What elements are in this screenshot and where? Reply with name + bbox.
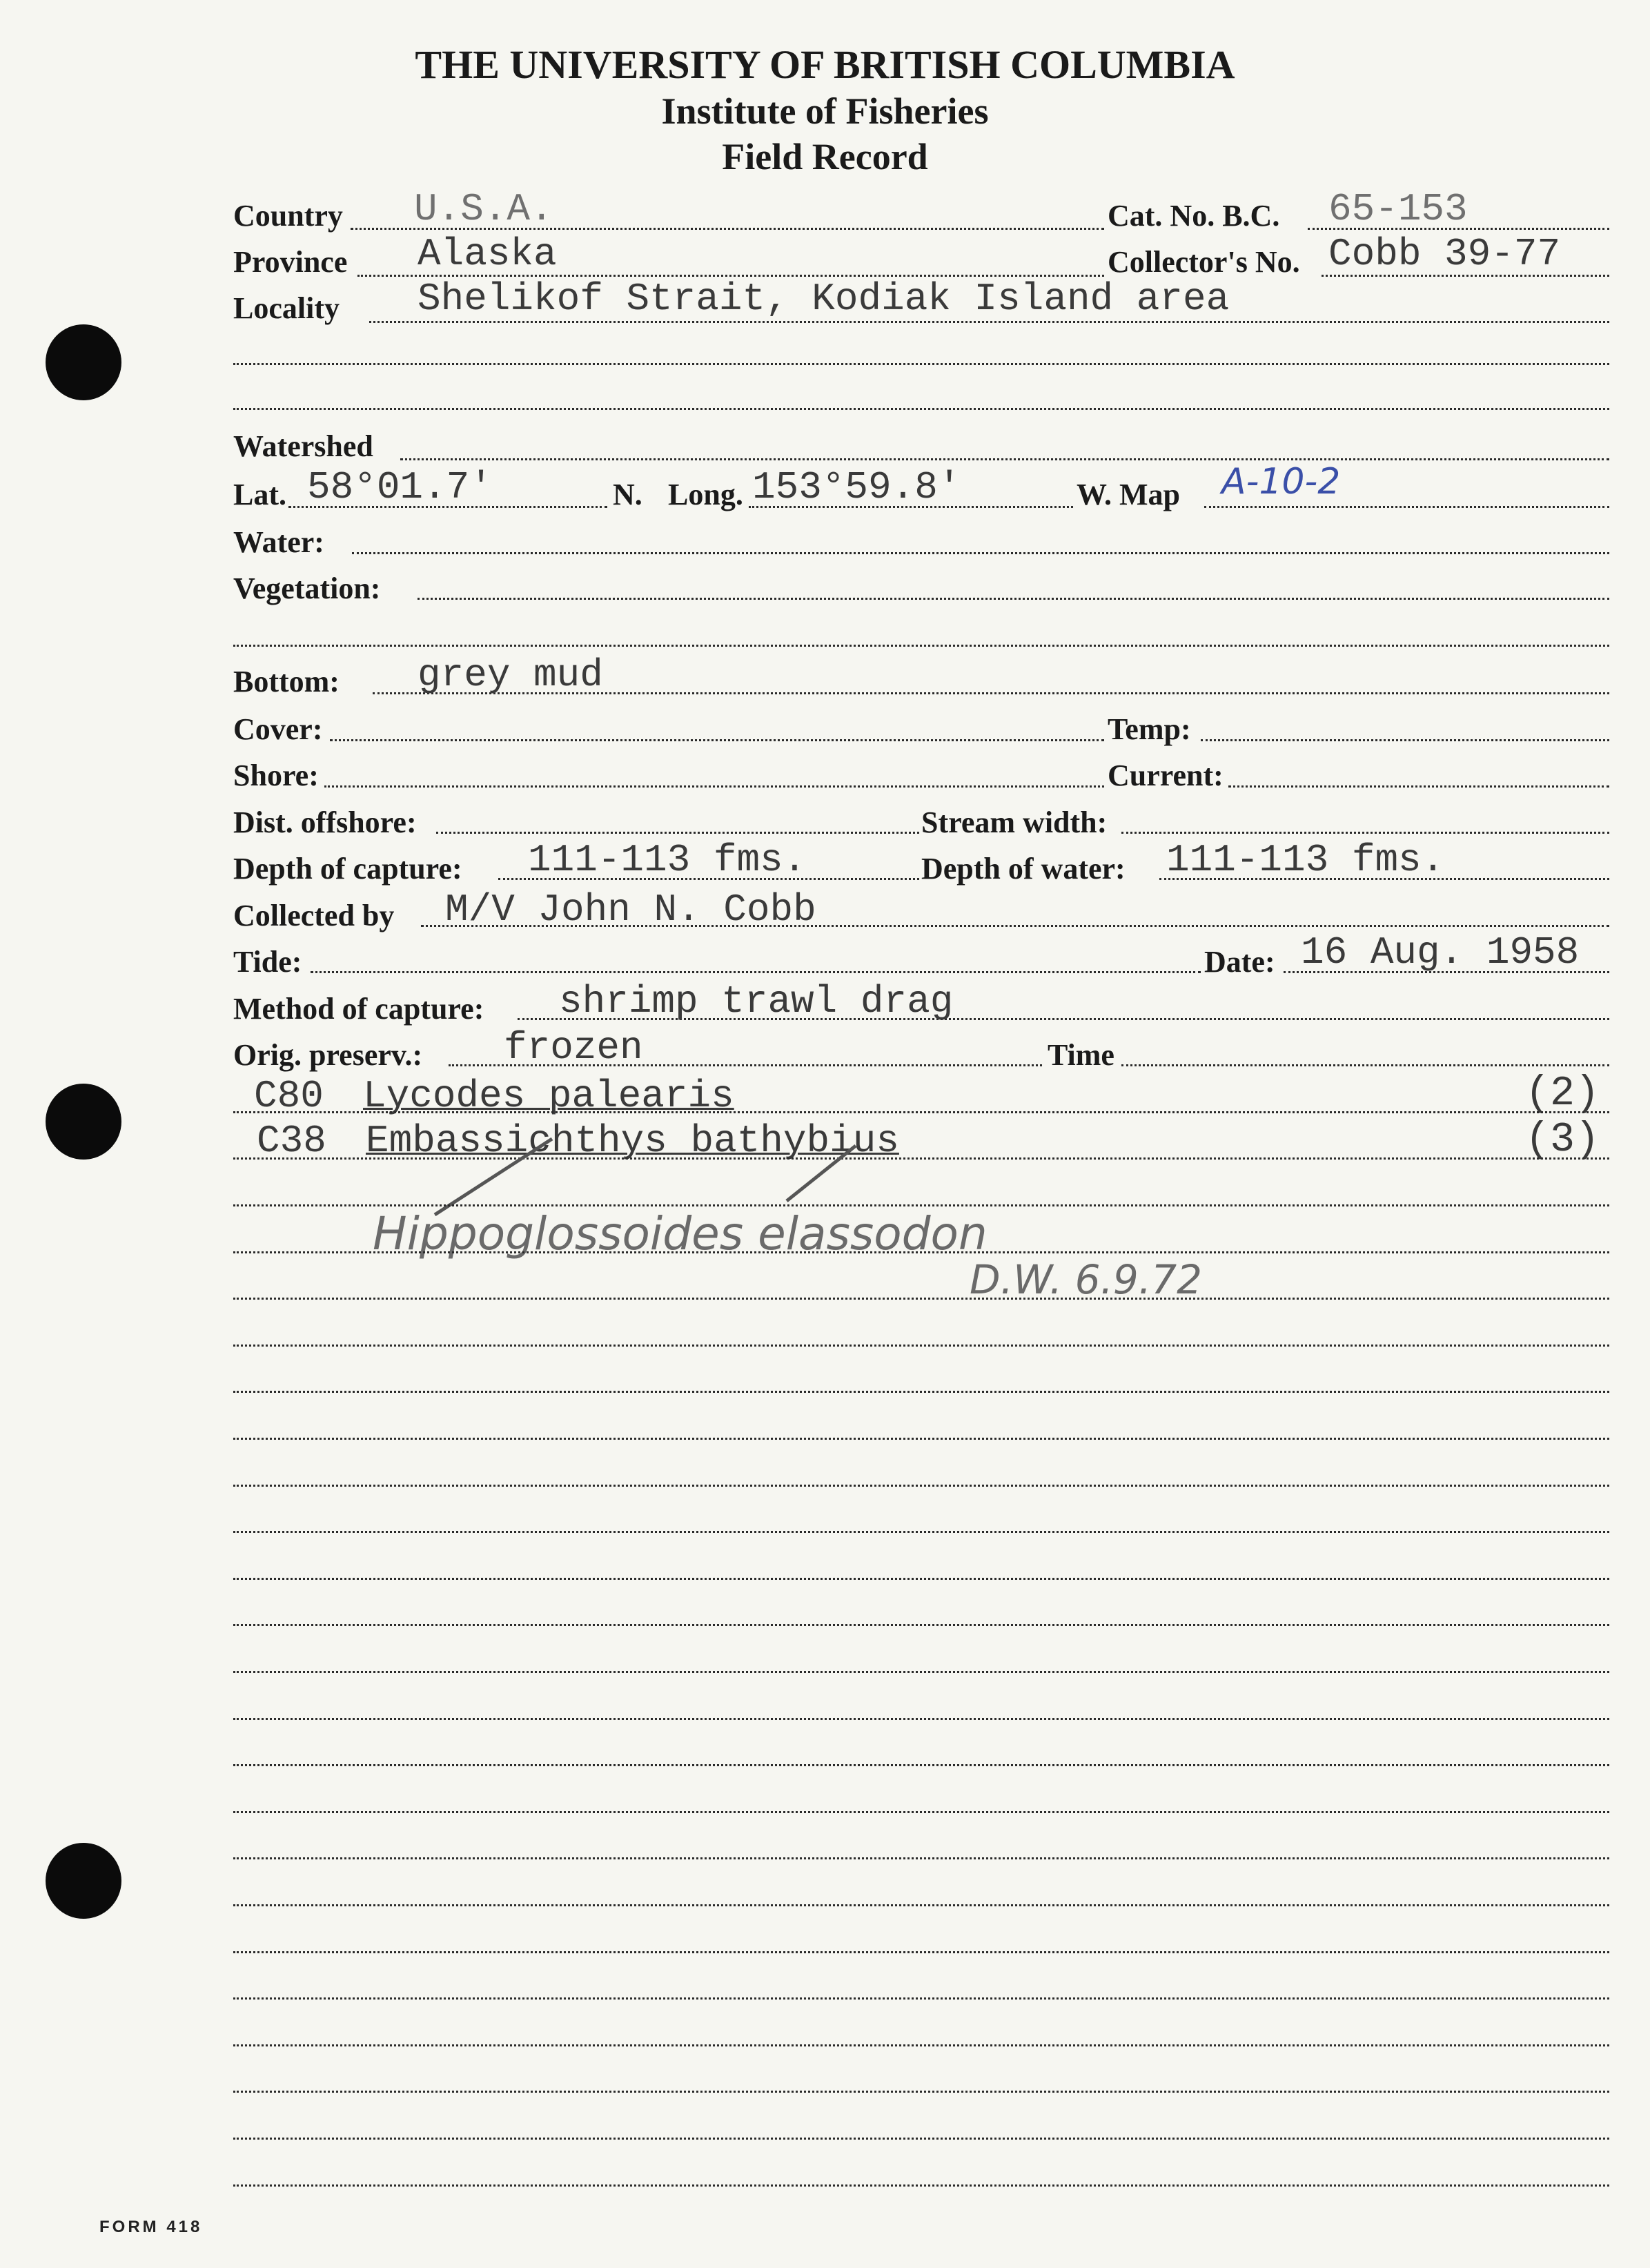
country-value: U.S.A. [414,187,553,231]
blank-line [233,1345,1609,1347]
blank-line [233,2091,1609,2093]
blank-line [233,1485,1609,1487]
species-code: C38 [257,1119,326,1163]
blank-line [233,1951,1609,1953]
species-name: Lycodes palearis [363,1074,734,1118]
province-value: Alaska [418,232,557,276]
blank-line [233,1204,1609,1206]
species-name: Embassichthys bathybius [366,1119,899,1163]
blank-line [233,1671,1609,1673]
blank-line [233,2184,1609,2187]
current-label: Current: [1108,759,1224,792]
n-label: N. [613,478,642,511]
locality-value: Shelikof Strait, Kodiak Island area [418,277,1230,321]
date-label: Date: [1204,945,1275,979]
collectors-no-label: Collector's No. [1108,245,1300,279]
blank-line [233,1438,1609,1440]
university-title: THE UNIVERSITY OF BRITISH COLUMBIA [415,42,1235,87]
lat-label: Lat. [233,478,286,511]
depth-capture-value: 111-113 fms. [528,838,807,882]
species-code: C80 [254,1074,324,1118]
blank-line [233,1391,1609,1393]
cat-no-value: 65-153 [1328,187,1468,231]
dist-offshore-label: Dist. offshore: [233,805,417,839]
institute-title: Institute of Fisheries [661,90,989,132]
date-value: 16 Aug. 1958 [1301,930,1580,975]
locality-label: Locality [233,291,340,325]
species-count: (2) [1525,1071,1600,1117]
blank-line [233,2044,1609,2046]
bottom-value: grey mud [418,653,603,697]
shore-label: Shore: [233,759,319,792]
vegetation-label: Vegetation: [233,571,381,605]
cover-label: Cover: [233,712,323,746]
blank-line [233,1857,1609,1859]
depth-capture-label: Depth of capture: [233,852,462,886]
orig-preserv-label: Orig. preserv.: [233,1038,423,1072]
watershed-label: Watershed [233,429,373,463]
bottom-label: Bottom: [233,665,340,698]
lat-value: 58°01.7' [307,465,493,509]
species-count: (3) [1525,1117,1600,1164]
blank-line [233,1531,1609,1533]
strike-mark [435,1139,552,1215]
tide-label: Tide: [233,945,302,979]
record-title: Field Record [722,136,928,177]
w-map-label: W. Map [1077,478,1180,511]
collected-by-value: M/V John N. Cobb [445,888,816,932]
collected-by-label: Collected by [233,899,395,932]
water-label: Water: [233,525,324,559]
long-value: 153°59.8' [752,465,961,509]
depth-water-label: Depth of water: [921,852,1126,886]
map-value: A-10-2 [1221,461,1341,502]
blank-line [233,1718,1609,1720]
collectors-no-value: Cobb 39-77 [1328,232,1561,276]
blank-line [233,1997,1609,2000]
blank-line [233,1578,1609,1580]
method-value: shrimp trawl drag [559,979,954,1024]
orig-preserv-value: frozen [504,1026,643,1070]
depth-water-value: 111-113 fms. [1166,838,1445,882]
correction-annotation: Hippoglossoides elassodon [373,1207,988,1260]
method-label: Method of capture: [233,992,484,1026]
blank-line [233,1904,1609,1906]
stream-width-label: Stream width: [921,805,1108,839]
temp-label: Temp: [1108,712,1191,746]
province-label: Province [233,245,348,279]
blank-line [233,1764,1609,1766]
time-label: Time [1048,1038,1114,1072]
long-label: Long. [668,478,743,511]
strike-mark [787,1146,856,1201]
blank-line [233,1251,1609,1253]
blank-line [233,1298,1609,1300]
initials-date-annotation: D.W. 6.9.72 [970,1256,1203,1303]
blank-line [233,1624,1609,1626]
cat-no-label: Cat. No. B.C. [1108,199,1280,233]
country-label: Country [233,199,343,233]
blank-line [233,1811,1609,1813]
blank-line [233,2138,1609,2140]
form-number: FORM 418 [99,2218,203,2236]
